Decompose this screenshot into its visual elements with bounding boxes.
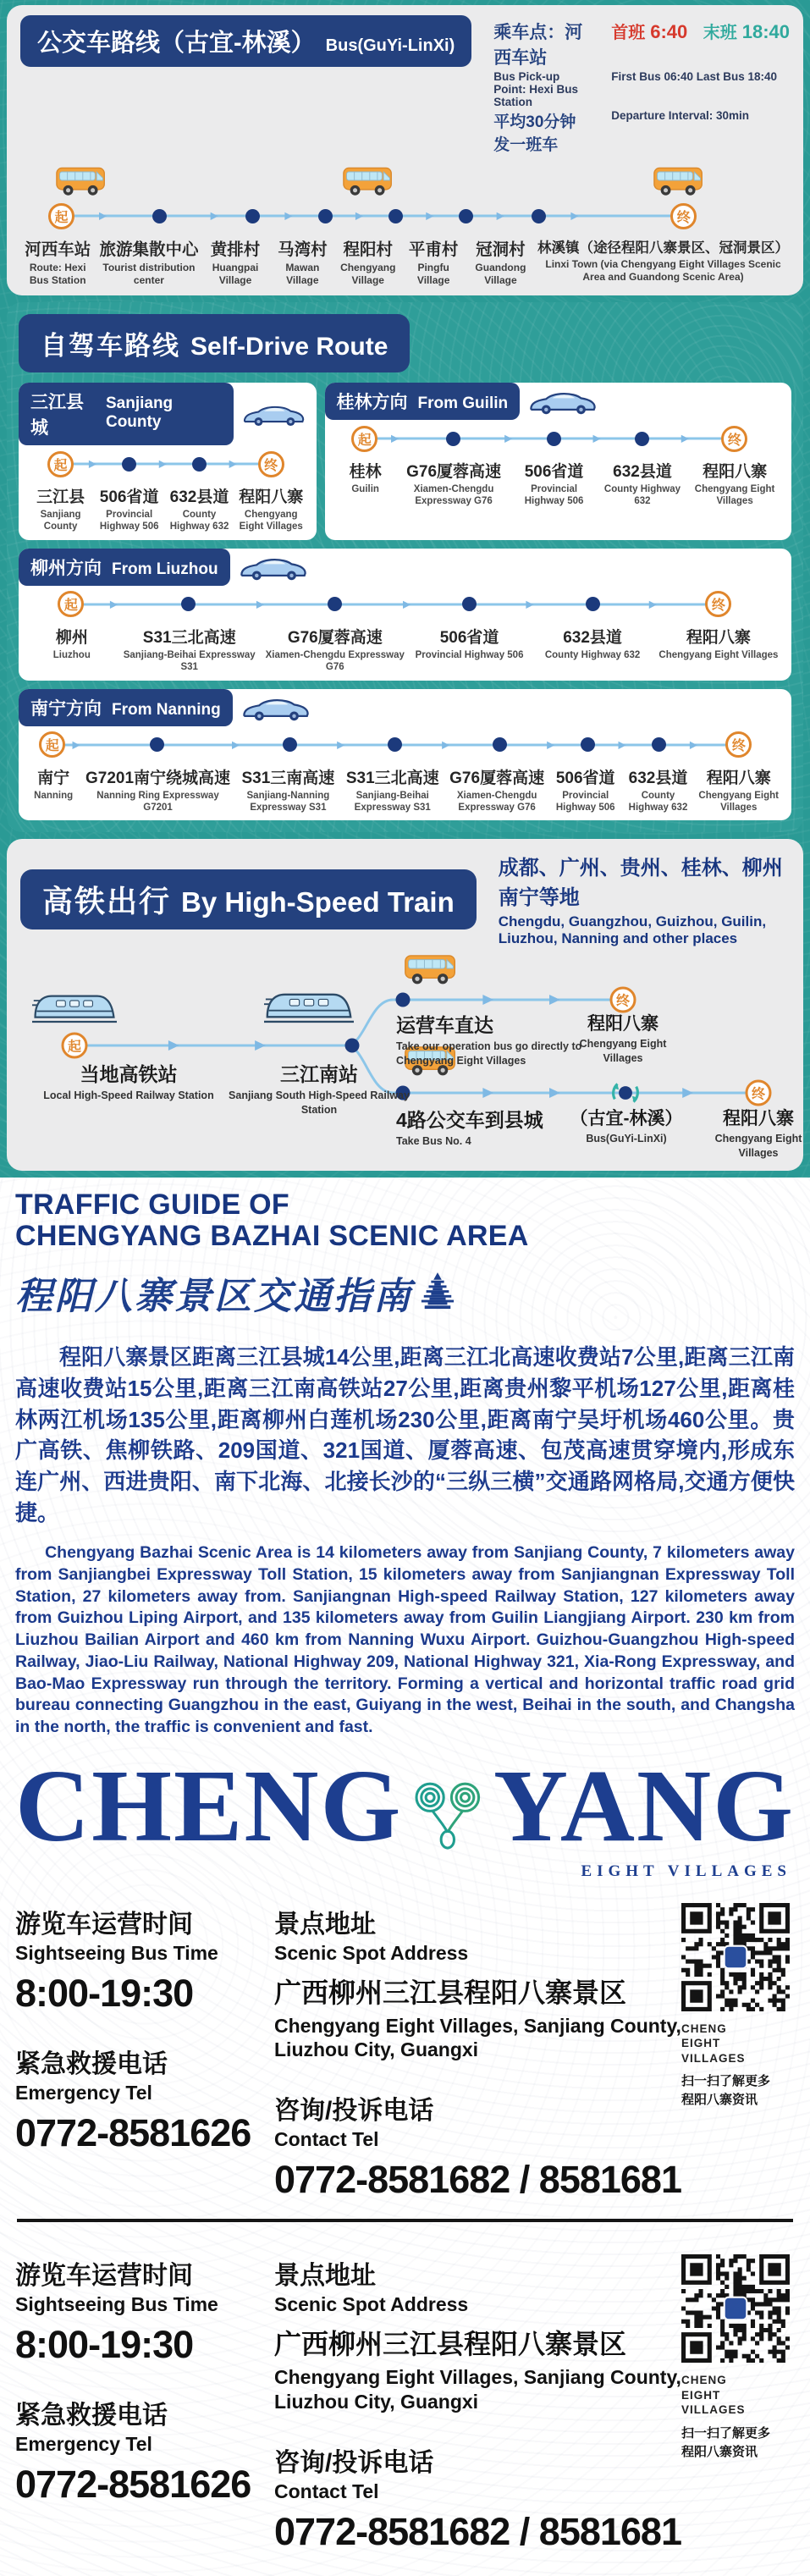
bus-icons-strip [7,157,803,199]
address-value-zh: 广西柳州三江县程阳八寨景区 [274,2329,627,2360]
station-label: 林溪镇（途径程阳八寨景区、冠洞景区） Linxi Town (via Chengyang Eight Villages Scenic Area and Guandong Scenic Area) [537,240,790,283]
bus-hours-value: 8:00-19:30 [15,1971,194,2015]
pickup-point-zh: 乘车点：河西车站 [493,23,583,68]
emergency-group: 紧急救援电话 Emergency Tel 0772-8581626 [15,2043,269,2155]
address-group: 景点地址 Scenic Spot Address 广西柳州三江县程阳八寨景区 Chengyang Eight Villages, Sanjiang County, Liuzhou City, Guangxi [274,1910,681,2061]
stop-label: S31三北高速 Sanjiang-Beihai Expressway S31 [123,628,256,673]
contact-tel-group: 咨询/投诉电话 Contact Tel 0772-8581682 / 8581681 [274,2097,681,2202]
stop-label: 632县道 County Highway 632 [628,769,688,813]
bus-icon [403,951,459,986]
junction-node [345,1039,360,1053]
route-start-node: 起 [48,203,74,229]
route-stop-node [122,457,136,472]
stop-label: S31三北高速 Sanjiang-Beihai Expressway S31 [345,769,439,813]
train-card [7,839,803,1171]
car-icon [237,552,310,582]
first-last-en: First Bus 06:40 Last Bus 18:40 [611,70,778,83]
route-stop-node [459,209,473,223]
route-stop-node [328,597,342,611]
bus-time-group: 游览车运营时间 Sightseeing Bus Time 8:00-19:30 [15,1903,269,2016]
last-bus-label: 末班 [703,24,737,42]
train-start-node: 起 [62,1033,88,1059]
address-value-en: Chengyang Eight Villages, Sanjiang County, Liuzhou City, Guangxi [274,2014,681,2061]
first-bus-label: 首班 [611,24,646,42]
self-drive-title: 自驾车路线 Self-Drive Route [19,314,410,372]
route-stop-node [462,597,477,611]
train-icon [264,986,354,1027]
transfer-label: （古宜-林溪） Bus(GuYi-LinXi) [570,1109,683,1145]
drum-tower-icon [420,1272,455,1313]
station-label: 马湾村 Mawan Village [278,240,328,286]
first-bus-time: 6:40 [650,21,688,42]
stop-label: G7201南宁绕城高速 Nanning Ring Expressway G7201 [85,769,231,813]
stop-label: 506省道 Provincial Highway 506 [524,463,584,507]
train-section-title: 高铁出行 By High-Speed Train [20,869,477,929]
branch1-end-node: 终 [610,987,636,1013]
branch1-dest-label: 程阳八寨 Chengyang Eight Villages [579,1014,667,1064]
bus-title-zh: 公交车路线（古宜-林溪） [37,30,316,57]
emergency-tel-value: 0772-8581626 [15,2110,251,2154]
route-stop-node [547,432,561,446]
route-end-node: ▶ 终 [705,591,731,617]
car-icon [240,399,307,429]
stop-label: 南宁 Nanning [34,769,74,801]
station-label: 黄排村 Huangpai Village [210,240,261,286]
qr-code [681,1903,790,2011]
bus-section-title [20,15,471,67]
station-label: 冠洞村 Guandong Village [475,240,526,286]
route-start-node: 起 [58,591,84,617]
stop-label: 柳州 Liuzhou [52,628,91,660]
bus-hours-value: 8:00-19:30 [15,2323,194,2367]
stop-label: 程阳八寨 Chengyang Eight Villages [239,488,304,532]
bus-info-block [493,15,790,155]
route-stop-node [532,209,546,223]
qr-caption: CHENG EIGHT VILLAGES [681,2022,746,2065]
station-label: 河西车站 Route: Hexi Bus Station [25,240,91,286]
address-value-en: Chengyang Eight Villages, Sanjiang County, Liuzhou City, Guangxi [274,2366,681,2413]
route-header: 桂林方向 From Guilin [325,383,521,420]
train-route-diagram [20,951,802,1164]
english-title-line1: TRAFFIC GUIDE OF [15,1189,289,1222]
route-card-nanning [19,689,791,821]
route-end-node: ▶ 终 [725,731,752,758]
route-stop-node [586,597,600,611]
contact-block [15,1881,795,2209]
pickup-point-en: Bus Pick-up Point: Hexi Bus Station [493,70,579,108]
route-stop-node [245,209,260,223]
stop-label: S31三南高速 Sanjiang-Nanning Expressway S31 [241,769,335,813]
stop-label: 程阳八寨 Chengyang Eight Villages [698,769,779,813]
bus-route-diagram [7,199,803,295]
stop-label: G76厦蓉高速 Xiamen-Chengdu Expressway G76 [265,628,405,673]
route-end-node: ▶ 终 [670,203,697,229]
route-card-liuzhou [19,549,791,681]
bus-no4-label: 4路公交车到县城 Take Bus No. 4 [396,1109,543,1148]
chengyang-logo [15,1748,795,1881]
emergency-tel-value: 0772-8581626 [15,2463,251,2507]
qr-caption: CHENG EIGHT VILLAGES [681,2374,746,2417]
address-value-zh: 广西柳州三江县程阳八寨景区 [274,1977,627,2008]
stop-label: 506省道 Provincial Highway 506 [555,769,615,813]
route-stop-node [493,737,507,752]
stop-label: 506省道 Provincial Highway 506 [99,488,159,532]
route-start-node: 起 [351,426,377,452]
route-stop-node [192,457,207,472]
contact-tel-group: 咨询/投诉电话 Contact Tel 0772-8581682 / 8581681 [274,2448,681,2553]
emergency-group: 紧急救援电话 Emergency Tel 0772-8581626 [15,2394,269,2507]
route-header: 三江县城 Sanjiang County [19,383,234,445]
bus-icon [652,163,706,197]
route-stop-node [635,432,649,446]
route-stop-node [446,432,460,446]
divider [17,2219,793,2222]
calligraphy-title [15,1266,795,1320]
stop-label: 632县道 County Highway 632 [544,628,641,660]
car-icon [240,692,312,723]
logo-subtitle: EIGHT VILLAGES [581,1862,791,1880]
last-bus-time: 18:40 [741,21,790,42]
branch2-dest-label: 程阳八寨 Chengyang Eight Villages [714,1109,802,1159]
english-title-line2: CHENGYANG BAZHAI SCENIC AREA [15,1219,529,1252]
route-stop-node [152,209,167,223]
qr-scan-hint: 扫一扫了解更多 程阳八寨资讯 [681,2425,770,2459]
train-origins: 成都、广州、贵州、桂林、柳州南宁等地 Chengdu, Guangzhou, Guizhou, Guilin, Liuzhou, Nanning and other places [498,857,783,947]
route-header: 南宁方向 From Nanning [19,689,233,726]
bus-title-en: Bus(GuYi-LinXi) [325,36,455,55]
spiral-emblem-icon [405,1751,490,1862]
bus-time-group: 游览车运营时间 Sightseeing Bus Time 8:00-19:30 [15,2254,269,2367]
contact-block [15,2232,795,2561]
branch-node [396,993,411,1007]
route-stop-node [181,597,196,611]
address-group: 景点地址 Scenic Spot Address 广西柳州三江县程阳八寨景区 Chengyang Eight Villages, Sanjiang County, Liuzhou City, Guangxi [274,2262,681,2413]
interval-en: Departure Interval: 30min [611,109,750,122]
station-label: 旅游集散中心 Tourist distribution center [99,240,199,286]
logo-word-cheng: CHENG [15,1748,403,1863]
qr-code [681,2254,790,2363]
sanjiang-south-label: 三江南站 Sanjiang South High-Speed Railway Station [229,1063,410,1116]
stop-label: G76厦蓉高速 Xiamen-Chengdu Expressway G76 [449,769,545,813]
train-icon [32,988,117,1027]
station-label: 程阳村 Chengyang Village [340,240,396,286]
route-end-node: ▶ 终 [258,451,284,477]
route-stop-node [581,737,595,752]
top-teal-area [0,0,810,1178]
route-end-node: ▶ 终 [721,426,747,452]
stop-label: G76厦蓉高速 Xiamen-Chengdu Expressway G76 [406,463,502,507]
first-last-times [611,19,790,69]
stop-label: 506省道 Provincial Highway 506 [415,628,524,660]
station-label: 平甫村 Pingfu Village [408,240,459,286]
route-stop-node [388,737,402,752]
contact-tel-value: 0772-8581682 / 8581681 [274,2509,681,2553]
route-stop-node [388,209,403,223]
stop-label: 程阳八寨 Chengyang Eight Villages [658,628,779,660]
branch2-end-node: 终 [746,1080,772,1106]
stop-label: 632县道 County Highway 632 [603,463,681,507]
route-stop-node [150,737,164,752]
operation-bus-label: 运营车直达 Take our operation bus go directly to Chengyang Eight Villages [396,1014,582,1067]
route-stop-node [283,737,297,752]
self-drive-card [7,302,803,832]
car-icon [526,386,599,416]
route-header: 柳州方向 From Liuzhou [19,549,230,586]
stop-label: 程阳八寨 Chengyang Eight Villages [694,463,775,507]
route-card-guilin [325,383,792,540]
stop-label: 632县道 County Highway 632 [169,488,229,532]
calligraphy-text: 程阳八寨景区交通指南 [15,1274,413,1318]
bus-icon [341,163,395,197]
qr-scan-hint: 扫一扫了解更多 程阳八寨资讯 [681,2074,770,2108]
local-station-label: 当地高铁站 Local High-Speed Railway Station [43,1063,214,1102]
intro-paragraph-zh: 程阳八寨景区距离三江县城14公里,距离三江北高速收费站7公里,距离三江南高速收费站15公里,距离三江南高铁站27公里,距离贵州黎平机场127公里,距离桂林两江机场135公里,距离柳州白莲机场230公里,距离南宁吴圩机场460公里。贵广高铁、焦柳铁路、209国道、321国道、厦蓉高速、包茂高速贯穿境内,形成东连广州、西进贵阳、南下北海、北接长沙的“三纵三横”交通路网格局,交通方便快捷。 [15,1343,795,1526]
route-start-node: 起 [39,731,65,758]
route-card-sanjiang [19,383,317,540]
route-stop-node [652,737,666,752]
info-area [0,1178,810,2575]
contact-tel-value: 0772-8581682 / 8581681 [274,2158,681,2202]
bus-icon [54,163,108,197]
stop-label: 桂林 Guilin [349,463,382,494]
interval-zh: 平均30分钟发一班车 [493,113,576,154]
stop-label: 三江县 Sanjiang County [36,488,85,532]
route-stop-node [318,209,333,223]
bus-route-card [7,5,803,295]
intro-paragraph-en: Chengyang Bazhai Scenic Area is 14 kilometers away from Sanjiang County, 7 kilometers away from Sanjiangbei Expressway Toll Station, 15 kilometers away from Sanjiangnan Expressway Toll Station, 27 kilometers away from. Sanjiangnan High-speed Railway Station, 127 kilometers away from Guizhou Liping Airport, and 135 kilometers away from Guilin Liangjiang Airport. 230 km from Liuzhou Bailian Airport and 460 km from Nanning Wuxu Airport. Guizhou-Guangzhou High-speed Railway, Jiao-Liu Railway, National Highway 209, National Highway 321, Xia-Rong Expressway, and Bao-Mao Expressway run through the territory. Forming a vertical and horizontal traffic road grid bureau connecting Guangzhou in the east, Guiyang in the west, Beihai in the south, and Changsha in the north, the traffic is convenient and fast. [15,1543,795,1736]
route-start-node: 起 [47,451,74,477]
logo-word-yang: YANG [493,1748,795,1863]
